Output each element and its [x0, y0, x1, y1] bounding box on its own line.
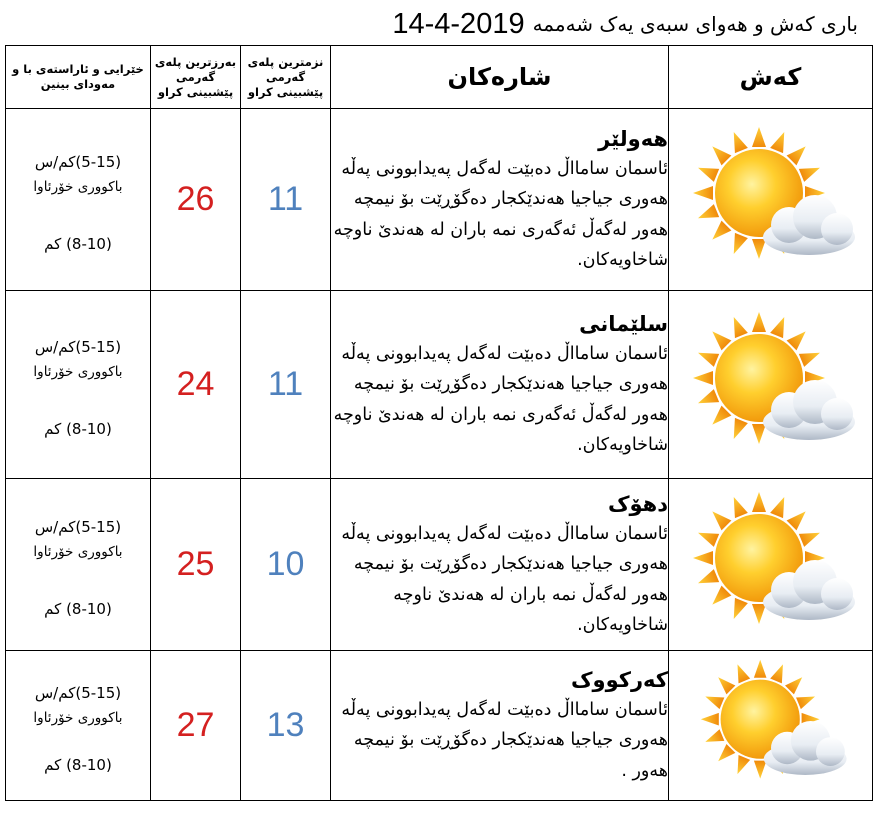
header-max-temp: بەرزترین پلەی گەرمی پێشبینی کراو	[151, 46, 241, 109]
title-date: 14-4-2019	[392, 7, 525, 40]
city-name: دهۆک	[607, 491, 668, 516]
table-row	[6, 291, 873, 479]
wind-direction: باکووری خۆرئاوا	[33, 543, 123, 560]
city-name: کەرکووک	[571, 667, 668, 692]
city-cell	[331, 651, 669, 801]
wind-speed: (5-15)کم/س	[34, 517, 122, 536]
sun-cloud-icon	[681, 310, 861, 460]
weather-icon-cell	[669, 651, 873, 801]
header-cities: شارەکان	[331, 46, 669, 109]
header-wind: خێرایی و ئاراستەی با و مەودای بینین	[6, 46, 151, 109]
max-temp: 25	[151, 479, 241, 651]
table-row	[6, 479, 873, 651]
forecast-text: ئاسمان سامااڵ دەبێت لەگەل پەیدابوونی پەڵە هەوری جیاجیا هەندێکجار دەگۆڕێت بۆ نیمچە هەور لەگەڵ ئەگەری نمە باران لە هەندێ ناوچە شاخاویەکان.	[333, 343, 668, 455]
wind-cell	[6, 479, 151, 651]
weather-icon-cell	[669, 479, 873, 651]
forecast-text: ئاسمان سامااڵ دەبێت لەگەل پەیدابوونی پەڵە هەوری جیاجیا هەندێکجار دەگۆڕێت بۆ نیمچە هەور لەگەڵ نمە باران لە هەندێ ناوچە شاخاویەکان.	[341, 523, 668, 635]
page-title	[392, 4, 858, 44]
max-temp: 24	[151, 291, 241, 479]
visibility: (8-10) کم	[44, 599, 112, 618]
wind-speed: (5-15)کم/س	[34, 152, 122, 171]
visibility: (8-10) کم	[44, 419, 112, 438]
min-temp: 13	[241, 651, 331, 801]
min-temp: 11	[241, 109, 331, 291]
weather-icon-cell	[669, 291, 873, 479]
max-temp: 27	[151, 651, 241, 801]
weather-icon-cell	[669, 109, 873, 291]
wind-speed: (5-15)کم/س	[34, 683, 122, 702]
table-row	[6, 109, 873, 291]
table-row	[6, 651, 873, 801]
forecast-text: ئاسمان سامااڵ دەبێت لەگەل پەیدابوونی پەڵە هەوری جیاجیا هەندێکجار دەگۆڕێت بۆ نیمچە هەور .	[341, 699, 668, 781]
city-name: هەولێر	[598, 126, 668, 151]
forecast-text: ئاسمان سامااڵ دەبێت لەگەل پەیدابوونی پەڵە هەوری جیاجیا هەندێکجار دەگۆڕێت بۆ نیمچە هەور لەگەڵ ئەگەری نمە باران لە هەندێ ناوچە شاخاویەکان.	[333, 158, 668, 270]
wind-cell	[6, 291, 151, 479]
table-header-row	[6, 46, 873, 109]
visibility: (8-10) کم	[44, 755, 112, 774]
visibility: (8-10) کم	[44, 234, 112, 253]
sun-cloud-icon	[681, 490, 861, 640]
header-min-temp: نزمترین پلەی گەرمی پێشبینی کراو	[241, 46, 331, 109]
min-temp: 11	[241, 291, 331, 479]
title-text: باری کەش و هەوای سبەی یەک شەممە	[532, 12, 858, 36]
wind-cell	[6, 109, 151, 291]
wind-direction: باکووری خۆرئاوا	[33, 709, 123, 726]
city-cell	[331, 109, 669, 291]
city-name: سلێمانی	[579, 311, 668, 336]
max-temp: 26	[151, 109, 241, 291]
sun-cloud-icon	[681, 658, 861, 793]
min-temp: 10	[241, 479, 331, 651]
city-cell	[331, 291, 669, 479]
forecast-table	[5, 45, 873, 801]
header-weather: کەش	[669, 46, 873, 109]
wind-direction: باکووری خۆرئاوا	[33, 178, 123, 195]
sun-cloud-icon	[681, 125, 861, 275]
city-cell	[331, 479, 669, 651]
wind-cell	[6, 651, 151, 801]
wind-direction: باکووری خۆرئاوا	[33, 363, 123, 380]
wind-speed: (5-15)کم/س	[34, 337, 122, 356]
